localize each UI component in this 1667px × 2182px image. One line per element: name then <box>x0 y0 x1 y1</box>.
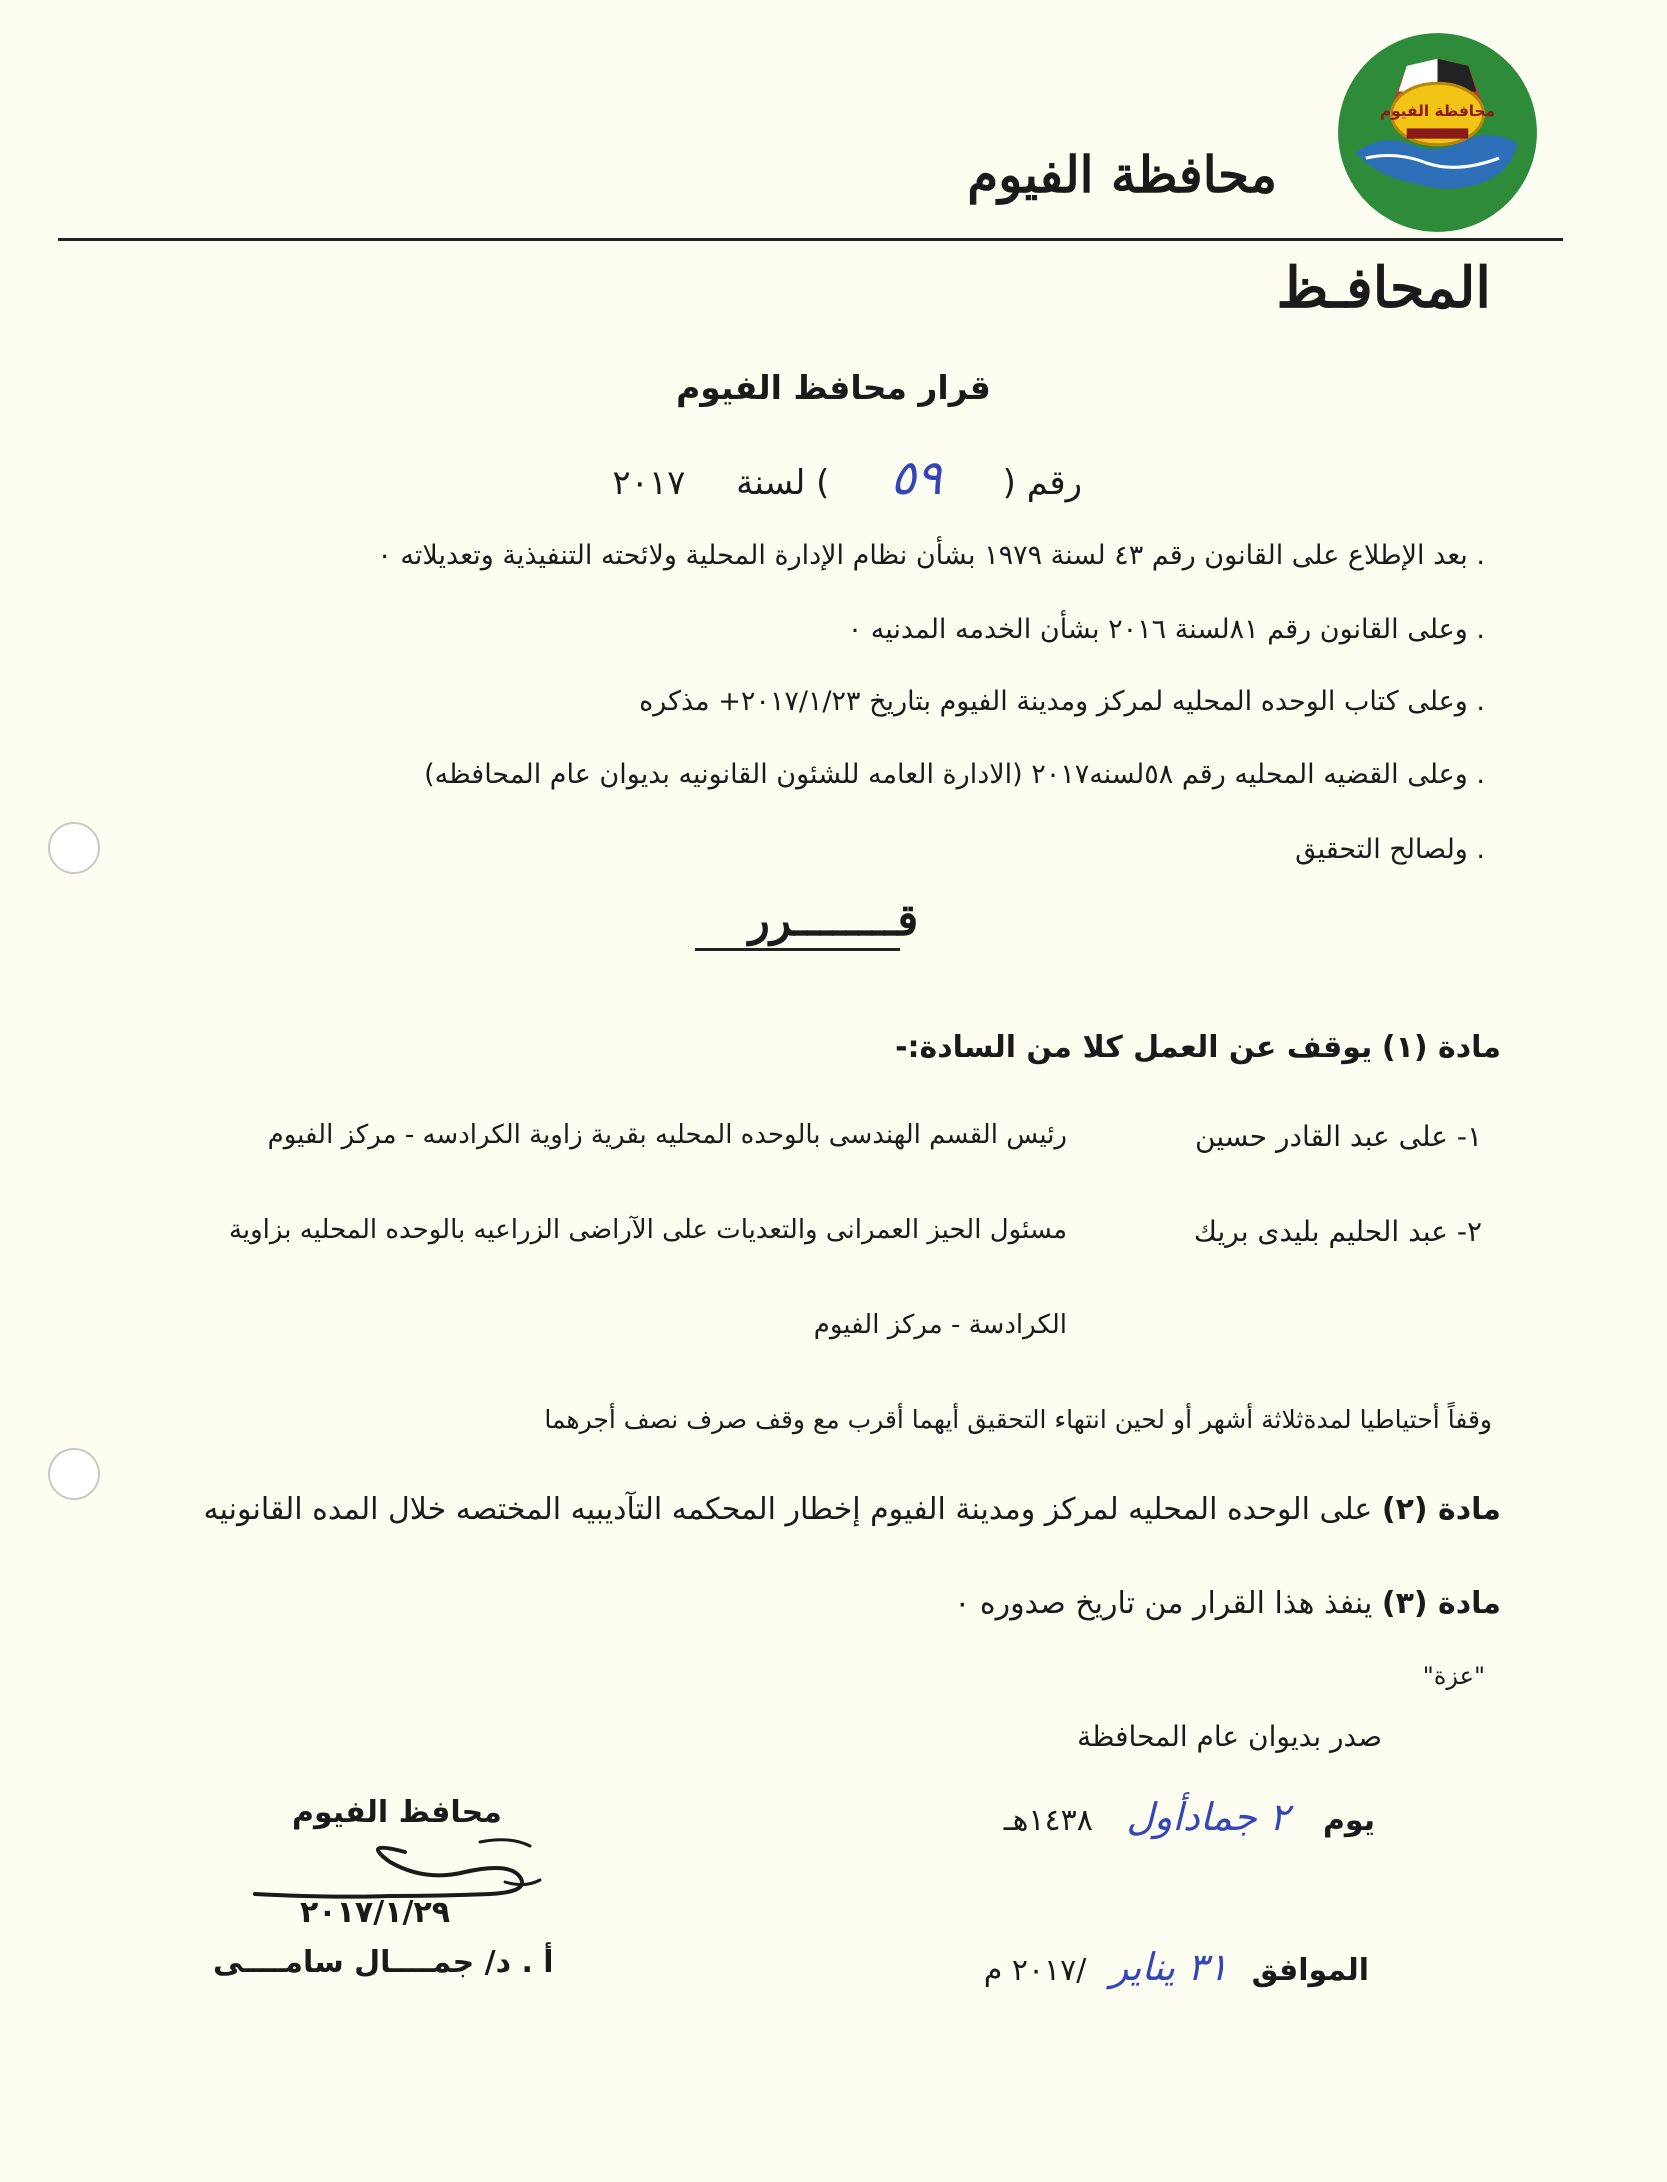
article-2-text: على الوحده المحليه لمركز ومدينة الفيوم إخطار المحكمه التآديبيه المختصه خلال المده القانونيه <box>203 1492 1373 1527</box>
hijri-date-line <box>1004 1795 1375 1839</box>
governorate-name: محافظة الفيوم <box>967 145 1277 204</box>
article-3-text: ينفذ هذا القرار من تاريخ صدوره ٠ <box>954 1586 1373 1621</box>
office-title: المحافـظ <box>1276 255 1491 321</box>
person-1-name: ١- على عبد القادر حسين <box>1195 1120 1482 1153</box>
preamble-item: . بعد الإطلاع على القانون رقم ٤٣ لسنة ١٩٧٩ بشأن نظام الإدارة المحلية ولائحته التنفيذية وتعديلاته ٠ <box>377 540 1485 571</box>
punch-hole <box>48 822 100 874</box>
signatory-title: محافظ الفيوم <box>292 1795 502 1830</box>
decides-underline <box>695 948 900 951</box>
decides-heading <box>0 895 1667 946</box>
gregorian-year: /٢٠١٧ م <box>983 1953 1087 1988</box>
person-1-title: رئيس القسم الهندسى بالوحده المحليه بقرية زاوية الكرادسه - مركز الفيوم <box>267 1120 1067 1150</box>
issued-at: صدر بديوان عام المحافظة <box>1077 1720 1382 1753</box>
person-2-title: مسئول الحيز العمرانى والتعديات على الآراضى الزراعيه بالوحده المحليه بزاوية <box>228 1215 1067 1245</box>
gregorian-date-line <box>984 1945 1369 1989</box>
day-label: يوم <box>1322 1803 1375 1838</box>
logo-text: محافظة الفيوم <box>1379 102 1496 121</box>
gregorian-date-handwritten: ٣١ يناير <box>1109 1945 1229 1989</box>
signatory-name: أ . د/ جمــــال سامــــى <box>213 1945 554 1980</box>
punch-hole <box>48 1448 100 1500</box>
suspension-text: وقفاً أحتياطيا لمدةثلاثة أشهر أو لحين انتهاء التحقيق أيهما أقرب مع وقف صرف نصف أجرهما <box>544 1405 1492 1434</box>
number-label: رقم ( <box>1002 463 1082 503</box>
article-1-text: يوقف عن العمل كلا من السادة:- <box>895 1030 1373 1065</box>
hijri-year: ١٤٣٨هـ <box>1003 1803 1093 1838</box>
person-2-name: ٢- عبد الحليم بليدى بريك <box>1193 1215 1482 1248</box>
preamble-item: . وعلى القضيه المحليه رقم ٥٨لسنه٢٠١٧ (الادارة العامه للشئون القانونيه بديوان عام المحافظه) <box>424 759 1485 790</box>
decides-text: قــــــــرر <box>748 895 919 946</box>
article-1-label: مادة (١) <box>1381 1030 1501 1065</box>
corresponding-label: الموافق <box>1251 1953 1369 1988</box>
header-divider <box>58 238 1563 241</box>
decree-number-handwritten: ٥٩ <box>890 450 942 506</box>
article-2 <box>204 1492 1502 1527</box>
year-label: ) لسنة <box>736 463 830 503</box>
hijri-date-handwritten: ٢ جمادأول <box>1126 1795 1290 1839</box>
decree-year: ٢٠١٧ <box>612 463 686 503</box>
motto: "عزة" <box>1422 1662 1485 1690</box>
preamble-item: . وعلى القانون رقم ٨١لسنة ٢٠١٦ بشأن الخدمه المدنيه ٠ <box>847 614 1485 645</box>
article-3 <box>954 1586 1501 1621</box>
signature-date-handwritten: ٢٠١٧/١/٢٩ <box>300 1895 451 1930</box>
preamble-item: . وعلى كتاب الوحده المحليه لمركز ومدينة الفيوم بتاريخ ٢٠١٧/١/٢٣+ مذكره <box>639 686 1485 717</box>
article-3-label: مادة (٣) <box>1381 1586 1501 1621</box>
governorate-emblem-logo <box>1335 30 1540 235</box>
preamble-item: . ولصالح التحقيق <box>1295 834 1485 865</box>
person-2-title-continuation: الكرادسة - مركز الفيوم <box>813 1310 1067 1340</box>
article-1 <box>895 1030 1501 1065</box>
article-2-label: مادة (٢) <box>1381 1492 1501 1527</box>
decree-title: قرار محافظ الفيوم <box>676 368 991 407</box>
decree-number-line <box>612 450 1082 506</box>
